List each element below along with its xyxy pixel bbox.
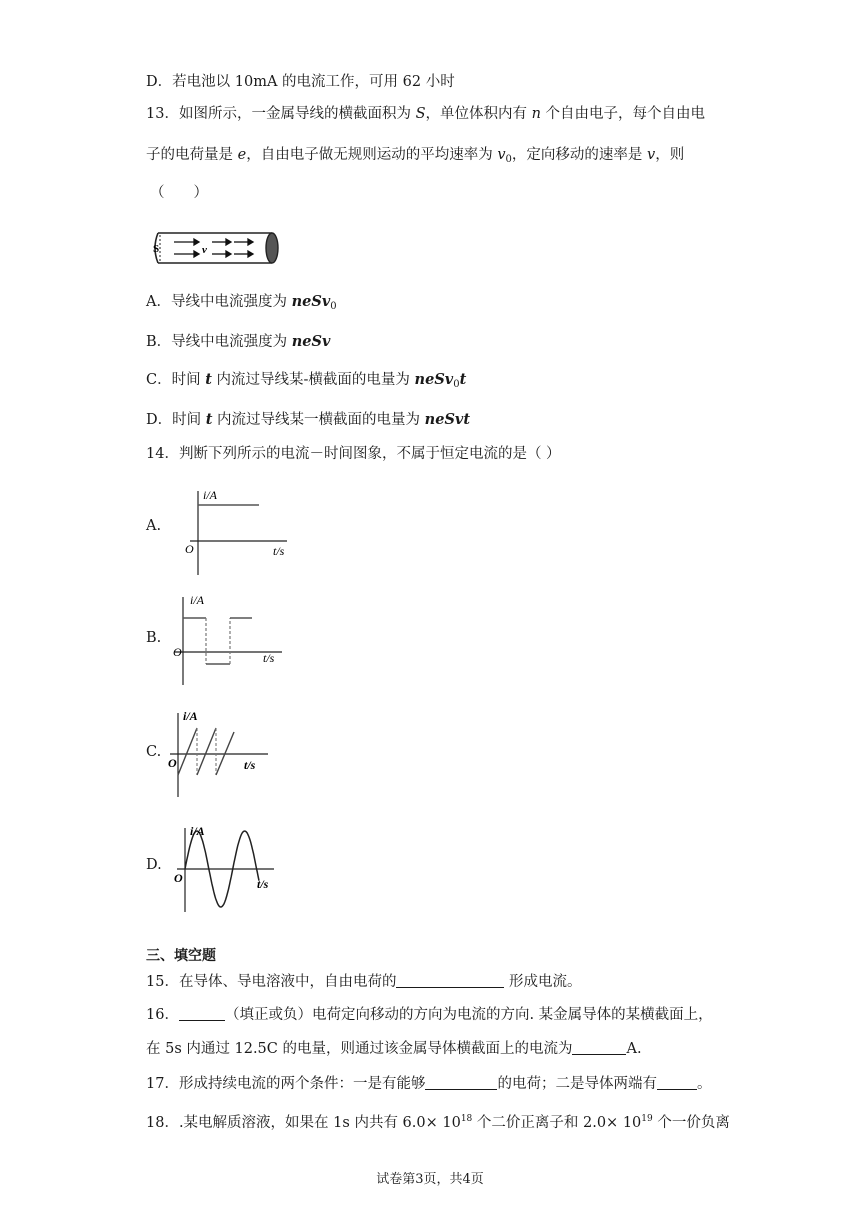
var-s: S — [415, 106, 426, 122]
section-title: 三、填空题 — [146, 948, 216, 964]
var-v: v — [647, 147, 656, 163]
origin-label: O — [173, 645, 182, 659]
q16-line1 — [146, 1005, 713, 1025]
formula: neSv — [414, 371, 454, 388]
text: 个二价正离子和 2.0× 10 — [472, 1115, 642, 1131]
graph-a-label: A. — [146, 518, 162, 534]
q15 — [146, 972, 582, 992]
text: 。 — [696, 1076, 712, 1092]
q17 — [146, 1074, 711, 1094]
text: 13．如图所示，一金属导线的横截面积为 — [146, 106, 416, 122]
graph-a — [175, 483, 295, 578]
exponent: 18 — [460, 1114, 473, 1124]
option-label: C． — [146, 372, 172, 388]
text: A. — [626, 1041, 642, 1057]
option-text: 若电池以 10mA 的电流工作，可用 62 小时 — [172, 74, 455, 90]
text: 的电荷；二是导体两端有 — [497, 1076, 657, 1092]
text: 子的电荷量是 — [146, 147, 238, 163]
velocity-label: v — [202, 244, 207, 256]
formula-tail: t — [459, 371, 467, 388]
wire-figure — [150, 229, 280, 269]
option-text: 导线中电流强度为 — [170, 294, 292, 310]
exponent: 19 — [641, 1114, 653, 1124]
q13-option-d — [146, 410, 470, 430]
origin-label: O — [168, 756, 177, 770]
q13-answer-paren: （ ） — [150, 185, 208, 201]
subscript: 0 — [453, 379, 460, 390]
q14-stem: 14．判断下列所示的电流－时间图象，不属于恒定电流的是（ ） — [146, 446, 561, 462]
y-axis-label: i/A — [190, 593, 204, 607]
option-label: A． — [146, 294, 171, 310]
text: 个一价负离 — [652, 1115, 730, 1131]
q12-option-d — [146, 72, 455, 92]
option-text: 时间 — [171, 372, 206, 388]
option-label: D． — [146, 74, 173, 90]
text: （填正或负）电荷定向移动的方向为电流的方向. 某金属导体的某横截面上， — [224, 1007, 713, 1023]
y-axis-label: i/A — [203, 488, 217, 502]
formula: neSv — [291, 293, 331, 310]
answer-blank[interactable] — [396, 973, 504, 988]
formula: neSvt — [424, 411, 471, 428]
q13-option-c — [146, 370, 466, 395]
graph-d — [172, 820, 282, 915]
graph-c-label: C. — [146, 744, 162, 760]
text: 15．在导体、导电溶液中，自由电荷的 — [146, 974, 397, 990]
q13-stem-line2 — [146, 145, 684, 170]
page-footer: 试卷第3页，共4页 — [376, 1172, 484, 1187]
formula: neSv — [291, 333, 331, 350]
x-axis-label: t/s — [244, 758, 256, 772]
origin-label: O — [185, 542, 194, 556]
q16-line2 — [146, 1039, 642, 1059]
text: ，则 — [655, 147, 685, 163]
cross-section-label: S — [153, 243, 160, 255]
var-v0: v — [497, 147, 506, 163]
graph-b-label: B. — [146, 630, 162, 646]
y-axis-label: i/A — [183, 709, 198, 723]
text: 在 5s 内通过 12.5C 的电量，则通过该金属导体横截面上的电流为 — [146, 1041, 573, 1057]
x-axis-label: t/s — [257, 877, 269, 891]
answer-blank[interactable] — [572, 1040, 626, 1055]
q13-option-a — [146, 292, 337, 317]
origin-label: O — [174, 871, 183, 885]
graph-c — [168, 705, 278, 800]
x-axis-label: t/s — [263, 651, 275, 665]
option-text: 内流过导线某-横截面的电量为 — [211, 372, 415, 388]
option-label: D． — [146, 412, 173, 428]
var-t: t — [205, 411, 213, 428]
answer-blank[interactable] — [657, 1075, 697, 1090]
subscript: 0 — [505, 154, 512, 165]
text: 18．.某电解质溶液，如果在 1s 内共有 6.0× 10 — [146, 1115, 461, 1131]
graph-d-label: D. — [146, 857, 162, 873]
var-t: t — [205, 371, 212, 388]
q18 — [146, 1109, 730, 1133]
graph-b — [170, 589, 290, 689]
text: 形成电流。 — [504, 974, 582, 990]
answer-blank[interactable] — [425, 1075, 497, 1090]
text: ，自由电子做无规则运动的平均速率为 — [246, 147, 498, 163]
var-e: e — [237, 147, 247, 163]
answer-blank[interactable] — [179, 1006, 225, 1021]
option-text: 内流过导线某一横截面的电量为 — [212, 412, 425, 428]
var-n: n — [531, 106, 541, 122]
y-axis-label: i/A — [190, 824, 205, 838]
text: 16． — [146, 1007, 179, 1023]
option-text: 导线中电流强度为 — [171, 334, 292, 350]
text: ，定向移动的速率是 — [511, 147, 647, 163]
option-label: B． — [146, 334, 172, 350]
text: ，单位体积内有 — [425, 106, 532, 122]
subscript: 0 — [330, 301, 337, 312]
option-text: 时间 — [172, 412, 206, 428]
x-axis-label: t/s — [273, 544, 285, 558]
q13-stem-line1 — [146, 104, 705, 124]
q13-option-b — [146, 332, 330, 352]
text: 个自由电子，每个自由电 — [540, 106, 706, 122]
text: 17．形成持续电流的两个条件：一是有能够 — [146, 1076, 426, 1092]
